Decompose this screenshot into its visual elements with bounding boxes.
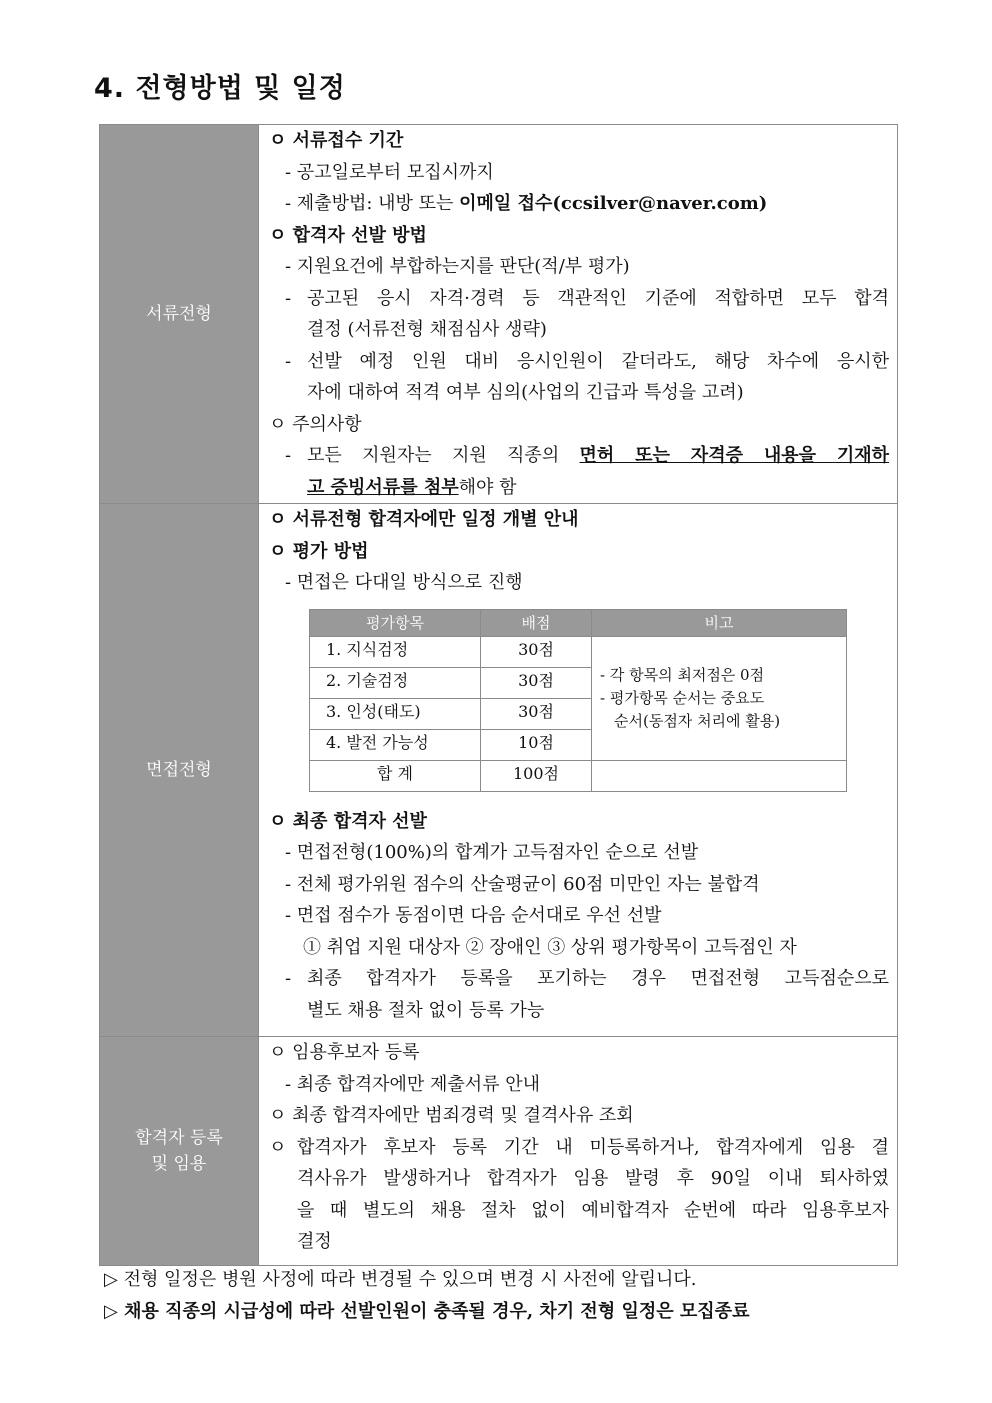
heading-reserve-cont: 결정	[297, 1231, 332, 1252]
license-attach-underlined: 고 증빙서류를 첨부	[307, 476, 459, 498]
evaluation-table	[309, 609, 847, 792]
eval-score: 30점	[481, 667, 592, 698]
heading-evaluation-method: ㅇ 평가 방법	[269, 540, 369, 562]
eval-total-row	[310, 760, 847, 791]
license-attach-text: 해야 함	[458, 476, 517, 498]
eval-score: 30점	[481, 636, 592, 667]
email-submission-text: 이메일 접수(ccsilver@naver.com)	[459, 193, 768, 214]
eval-row	[310, 636, 847, 667]
bullet-ranking: - 면접전형(100%)의 합계가 고득점자인 순으로 선발	[285, 842, 699, 863]
bullet-period: - 공고일로부터 모집시까지	[285, 161, 494, 183]
bullet-forfeit: - 최종 합격자가 등록을 포기하는 경우 면접전형 고득점순으로	[285, 968, 889, 989]
bullet-review-cont: 자에 대하여 적격 여부 심의(사업의 긴급과 특성을 고려)	[307, 382, 744, 403]
submission-method-text: - 제출방법: 내방 또는	[285, 193, 460, 214]
interview-content	[259, 504, 898, 1037]
heading-reserve-cont: 격사유가 발생하거나 합격자가 임용 발령 후 90일 이내 퇴사하였	[297, 1168, 889, 1189]
document-screening-label: 서류전형	[100, 125, 259, 504]
bullet-tie-break-order: ① 취업 지원 대상자 ② 장애인 ③ 상위 평가항목이 고득점인 자	[303, 936, 797, 958]
eval-header-score: 배점	[481, 609, 592, 636]
eval-item: 3. 인성(태도)	[310, 698, 481, 729]
footer-note-schedule: ▷ 전형 일정은 병원 사정에 따라 변경될 수 있으며 변경 시 사전에 알립니다.	[104, 1269, 697, 1290]
interview-label: 면접전형	[100, 504, 259, 1037]
registration-label-line: 합격자 등록	[135, 1128, 223, 1148]
registration-label	[100, 1037, 259, 1266]
heading-selection-method: ㅇ 합격자 선발 방법	[269, 224, 427, 246]
registration-label-line: 및 임용	[151, 1154, 207, 1174]
heading-background-check: ㅇ 최종 합격자에만 범죄경력 및 결격사유 조회	[269, 1105, 634, 1126]
license-text: 모든 지원자는 지원 직종의	[307, 445, 580, 466]
eval-item: 1. 지식검정	[310, 636, 481, 667]
page-title: 4. 전형방법 및 일정	[94, 73, 346, 104]
eval-item: 4. 발전 가능성	[310, 729, 481, 760]
footer-note-urgency: ▷ 채용 직종의 시급성에 따라 선발인원이 충족될 경우, 차기 전형 일정은 모집종료	[104, 1301, 750, 1322]
bullet-license-cont	[269, 472, 889, 504]
eval-header-item: 평가항목	[310, 609, 481, 636]
bullet-forfeit-cont: 별도 채용 절차 없이 등록 가능	[307, 999, 545, 1021]
bullet-criteria: - 공고된 응시 자격·경력 등 객관적인 기준에 적합하면 모두 합격	[285, 287, 889, 309]
bullet-interview-format: - 면접은 다대일 방식으로 진행	[285, 572, 523, 593]
registration-content	[259, 1037, 898, 1266]
heading-final-selection: ㅇ 최종 합격자 선발	[269, 810, 427, 832]
document-screening-row	[100, 125, 898, 504]
bullet-tie-break: - 면접 점수가 동점이면 다음 순서대로 우선 선발	[285, 905, 662, 926]
heading-individual-notice: ㅇ 서류전형 합격자에만 일정 개별 안내	[269, 509, 579, 530]
bullet-license: - 모든 지원자는 지원 직종의 면허 또는 자격증 내용을 기재하	[285, 445, 890, 466]
bullet-review: - 선발 예정 인원 대비 응시인원이 같더라도, 해당 차수에 응시한	[285, 350, 889, 372]
bullet-fail-threshold: - 전체 평가위원 점수의 산술평균이 60점 미만인 자는 불합격	[285, 873, 760, 895]
heading-reserve-cont: 을 때 별도의 채용 절차 없이 예비합격자 순번에 따라 임용후보자	[297, 1199, 889, 1221]
eval-score: 30점	[481, 698, 592, 729]
heading-candidate-registration: ㅇ 임용후보자 등록	[269, 1042, 420, 1063]
eval-total-score: 100점	[481, 760, 592, 791]
eval-total-note	[592, 760, 847, 791]
bullet-eligibility: - 지원요건에 부합하는지를 판단(적/부 평가)	[285, 256, 630, 277]
license-underlined: 면허 또는 자격증 내용을 기재하	[579, 445, 890, 466]
eval-score: 10점	[481, 729, 592, 760]
eval-note-line: - 각 항목의 최저점은 0점	[600, 665, 765, 684]
eval-note-line: - 평가항목 순서는 중요도	[600, 688, 765, 707]
bullet-documents: - 최종 합격자에만 제출서류 안내	[285, 1073, 541, 1095]
heading-notes: ㅇ 주의사항	[269, 413, 362, 435]
eval-header-note: 비고	[592, 609, 847, 636]
heading-reserve: ㅇ 합격자가 후보자 등록 기간 내 미등록하거나, 합격자에게 임용 결	[269, 1136, 889, 1158]
selection-table	[99, 124, 898, 1266]
bullet-submission-method	[269, 188, 889, 220]
document-screening-content	[259, 125, 898, 504]
interview-row	[100, 504, 898, 1037]
registration-row	[100, 1037, 898, 1266]
eval-item: 2. 기술검정	[310, 667, 481, 698]
bullet-criteria-cont: 결정 (서류전형 채점심사 생략)	[307, 319, 547, 340]
heading-submission-period: ㅇ 서류접수 기간	[269, 130, 404, 151]
eval-note	[592, 636, 847, 760]
eval-note-line: 순서(동점자 처리에 활용)	[614, 711, 781, 730]
eval-total-label: 합 계	[310, 760, 481, 791]
